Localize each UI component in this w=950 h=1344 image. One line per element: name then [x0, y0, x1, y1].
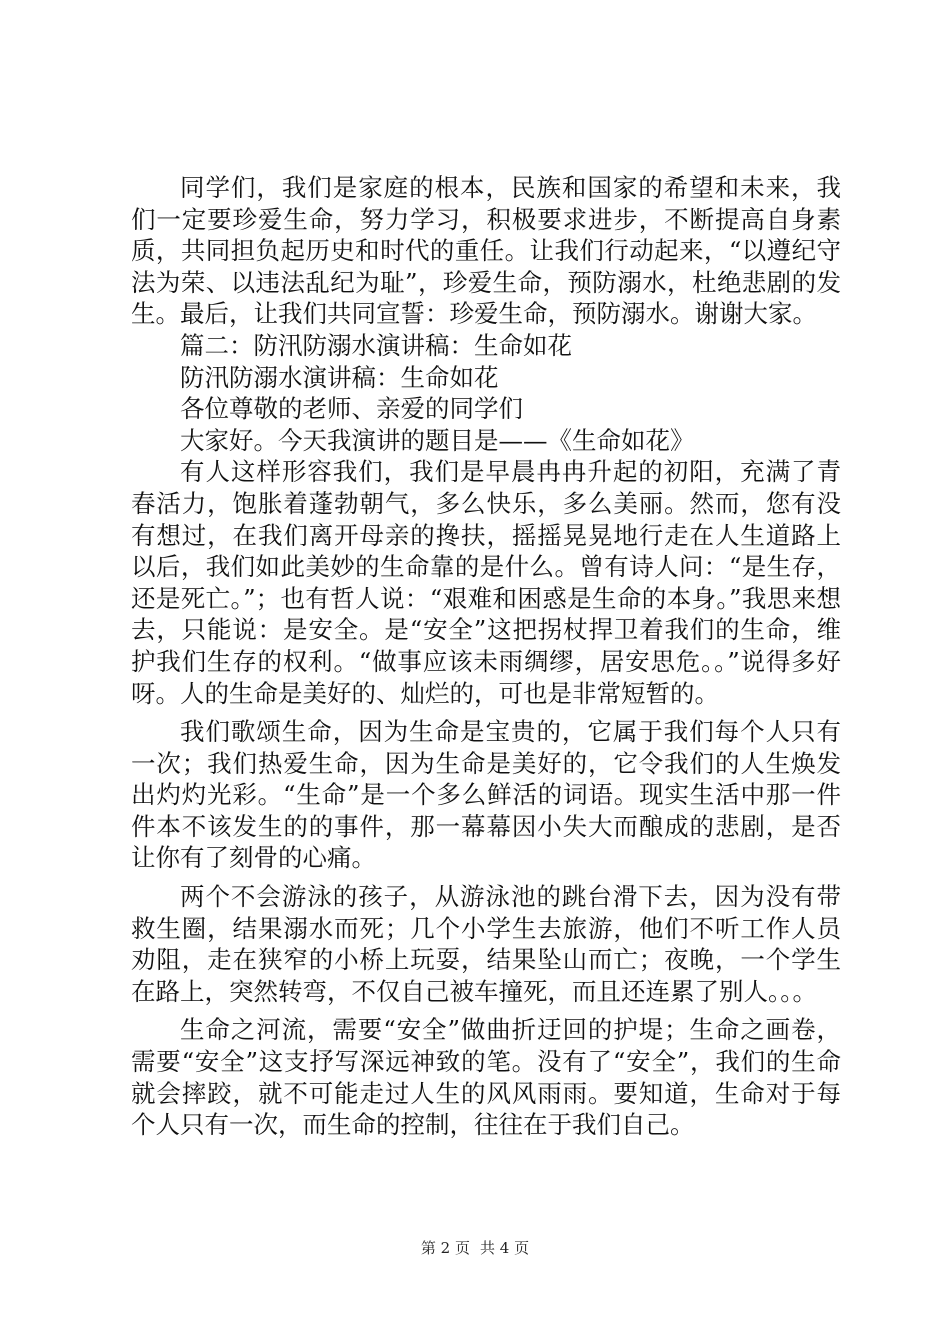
paragraph-body-2: 我们歌颂生命，因为生命是宝贵的，它属于我们每个人只有一次；我们热爱生命，因为生命是美好的，它令我们的人生焕发出灼灼光彩。“生命”是一个多么鲜活的词语。现实生活中那一件件本不该发生的的事件，那一幕幕因小失大而酿成的悲剧，是否让你有了刻骨的心痛。	[131, 717, 841, 873]
paragraph-body-3: 两个不会游泳的孩子，从游泳池的跳台滑下去，因为没有带救生圈，结果溺水而死；几个小学生去旅游，他们不听工作人员劝阻，走在狭窄的小桥上玩耍，结果坠山而亡；夜晚，一个学生在路上，突然转弯，不仅自己被车撞死，而且还连累了别人。。。	[131, 882, 841, 1006]
paragraph-speech-title: 防汛防溺水演讲稿：生命如花	[180, 362, 499, 392]
paragraph-greeting: 大家好。今天我演讲的题目是——《生命如花》	[180, 425, 695, 455]
page-number: 第 2 页	[420, 1239, 470, 1257]
document-body	[131, 172, 841, 1141]
paragraph-body-1: 有人这样形容我们，我们是早晨冉冉升起的初阳，充满了青春活力，饱胀着蓬勃朝气，多么快乐，多么美丽。然而，您有没有想过，在我们离开母亲的搀扶，摇摇晃晃地行走在人生道路上以后，我们如此美妙的生命靠的是什么。曾有诗人问：“是生存，还是死亡。”；也有哲人说：“艰难和困惑是生命的本身。”我思来想去，只能说：是安全。是“安全”这把拐杖捍卫着我们的生命，维护我们生存的权利。“做事应该未雨绸缪，居安思危。。”说得多好呀。人的生命是美好的、灿烂的，可也是非常短暂的。	[131, 457, 841, 708]
page-total: 共 4 页	[480, 1239, 530, 1257]
paragraph-section-heading: 篇二：防汛防溺水演讲稿：生命如花	[180, 330, 572, 360]
paragraph-body-4: 生命之河流，需要“安全”做曲折迂回的护堤；生命之画卷，需要“安全”这支抒写深远神致的笔。没有了“安全”，我们的生命就会摔跤，就不可能走过人生的风风雨雨。要知道，生命对于每个人只有一次，而生命的控制，往往在于我们自己。	[131, 1015, 841, 1140]
paragraph-closing-remarks: 同学们，我们是家庭的根本，民族和国家的希望和未来，我们一定要珍爱生命，努力学习，积极要求进步，不断提高自身素质，共同担负起历史和时代的重任。让我们行动起来，“以遵纪守法为荣、以违法乱纪为耻”，珍爱生命，预防溺水，杜绝悲剧的发生。最后，让我们共同宣誓：珍爱生命，预防溺水。谢谢大家。	[131, 173, 841, 329]
page-footer	[0, 1238, 950, 1258]
paragraph-salutation: 各位尊敬的老师、亲爱的同学们	[180, 394, 523, 424]
